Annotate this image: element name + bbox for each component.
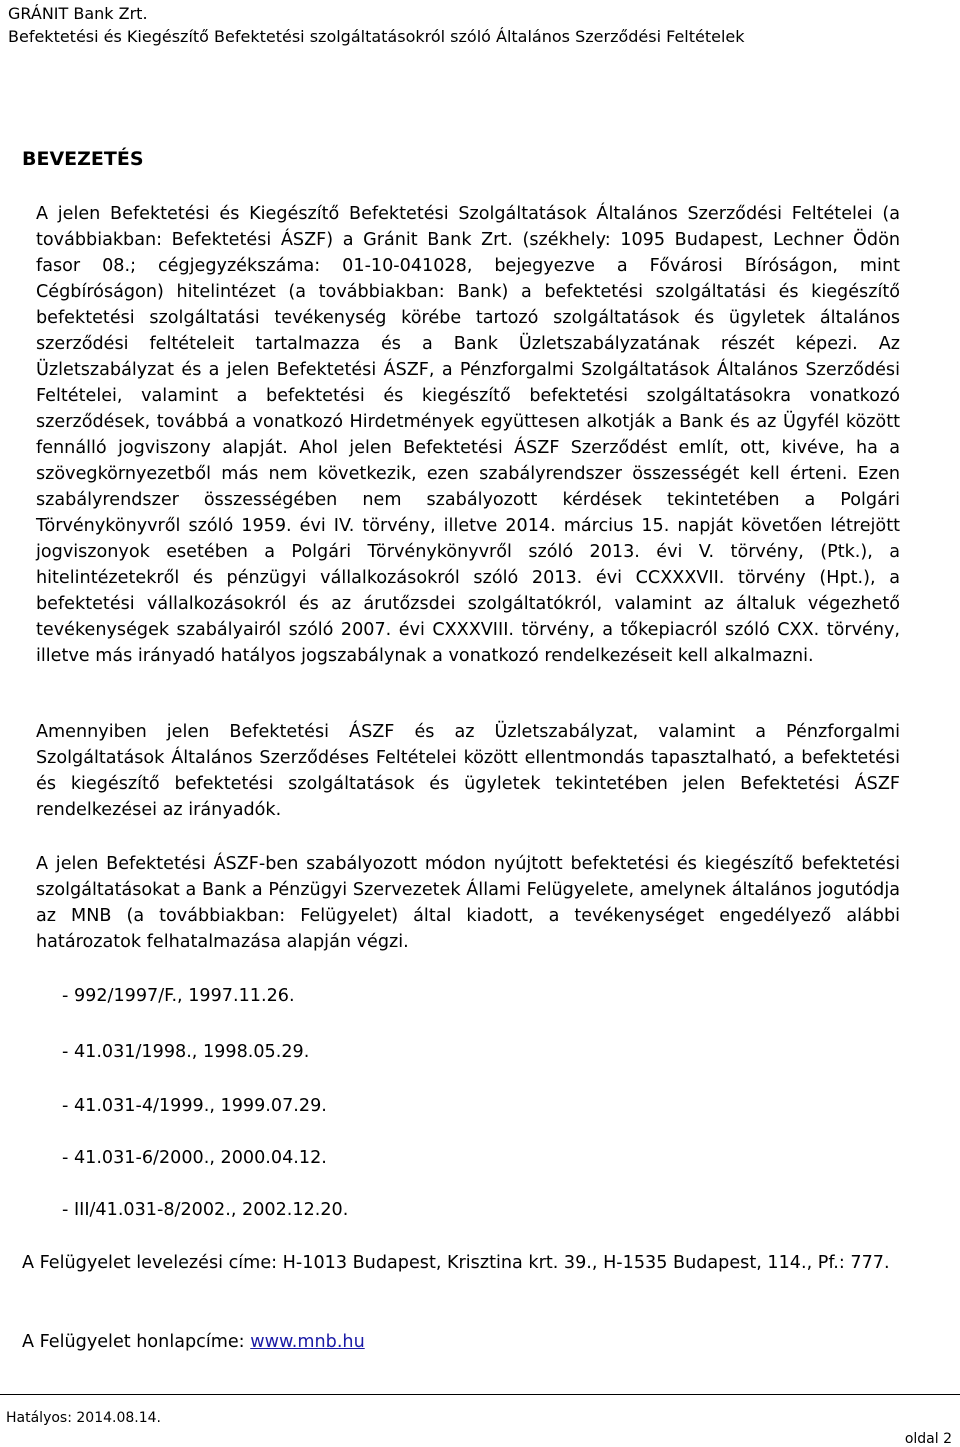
- resolution-item: - 41.031/1998., 1998.05.29.: [62, 1042, 310, 1062]
- page-number: oldal 2: [904, 1431, 952, 1447]
- supervisor-website: [22, 1329, 365, 1355]
- resolution-item: - 41.031-4/1999., 1999.07.29.: [62, 1096, 327, 1116]
- resolution-item: - III/41.031-8/2002., 2002.12.20.: [62, 1200, 349, 1220]
- header-company: GRÁNIT Bank Zrt.: [8, 4, 148, 23]
- header-document-title: Befektetési és Kiegészítő Befektetési szolgáltatásokról szóló Általános Szerződési Feltételek: [8, 27, 745, 46]
- paragraph-introduction: A jelen Befektetési és Kiegészítő Befektetési Szolgáltatások Általános Szerződési Feltételei (a továbbiakban: Befektetési ÁSZF) a Gránit Bank Zrt. (székhely: 1095 Budapest, Lechner Ödön fasor 08.; cégjegyzékszáma: 01-10-041028, bejegyezve a Fővárosi Bíróságon, mint Cégbíróságon) hitelintézet (a továbbiakban: Bank) a befektetési szolgáltatási és kiegészítő befektetési szolgáltatási tevékenység körébe tartozó szolgáltatások és ügyletek általános szerződési feltételeit tartalmazza és a Bank Üzletszabályzatának részét képezi. Az Üzletszabályzat és a jelen Befektetési ÁSZF, a Pénzforgalmi Szolgáltatások Általános Szerződési Feltételei, valamint a befektetési és kiegészítő befektetési szolgáltatásokra vonatkozó szerződések, továbbá a vonatkozó Hirdetmények együttesen alkotják a Bank és az Ügyfél között fennálló jogviszony alapját. Ahol jelen Befektetési ÁSZF Szerződést említ, ott, kivéve, ha a szövegkörnyezetből más nem következik, ezen szabályrendszer összességét kell érteni. Ezen szabályrendszer összességében nem szabályozott kérdések tekintetében a Polgári Törvénykönyvről szóló 1959. évi IV. törvény, illetve 2014. március 15. napját követően létrejött jogviszonyok esetében a Polgári Törvénykönyvről szóló 2013. évi V. törvény, (Ptk.), a hitelintézetekről és pénzügyi vállalkozásokról szóló 2013. évi CCXXXVII. törvény (Hpt.), a befektetési vállalkozásokról és az árutőzsdei szolgáltatókról, valamint az általuk végezhető tevékenységek szabályairól szóló 2007. évi CXXXVIII. törvény, a tőkepiacról szóló CXX. törvény, illetve más irányadó hatályos jogszabálynak a vonatkozó rendelkezéseit kell alkalmazni.: [36, 204, 900, 666]
- paragraph-precedence: Amennyiben jelen Befektetési ÁSZF és az Üzletszabályzat, valamint a Pénzforgalmi Szolgáltatások Általános Szerződéses Feltételei között ellentmondás tapasztalható, a befektetési és kiegészítő befektetési szolgáltatások és ügyletek tekintetében jelen Befektetési ÁSZF rendelkezései az irányadók.: [36, 722, 900, 820]
- website-label: A Felügyelet honlapcíme:: [22, 1332, 245, 1352]
- resolution-item: - 992/1997/F., 1997.11.26.: [62, 986, 295, 1006]
- mnb-website-link[interactable]: www.mnb.hu: [250, 1332, 365, 1352]
- supervisor-mail-address: A Felügyelet levelezési címe: H-1013 Budapest, Krisztina krt. 39., H-1535 Budapest, 114., Pf.: 777.: [22, 1253, 890, 1273]
- footer-divider: [0, 1394, 960, 1395]
- section-heading: BEVEZETÉS: [22, 148, 144, 170]
- resolution-item: - 41.031-6/2000., 2000.04.12.: [62, 1148, 327, 1168]
- effective-date: Hatályos: 2014.08.14.: [6, 1410, 161, 1426]
- paragraph-authorization: A jelen Befektetési ÁSZF-ben szabályozott módon nyújtott befektetési és kiegészítő befektetési szolgáltatásokat a Bank a Pénzügyi Szervezetek Állami Felügyelete, amelynek általános jogutódja az MNB (a továbbiakban: Felügyelet) által kiadott, a tevékenységet engedélyező alábbi határozatok felhatalmazása alapján végzi.: [36, 854, 900, 952]
